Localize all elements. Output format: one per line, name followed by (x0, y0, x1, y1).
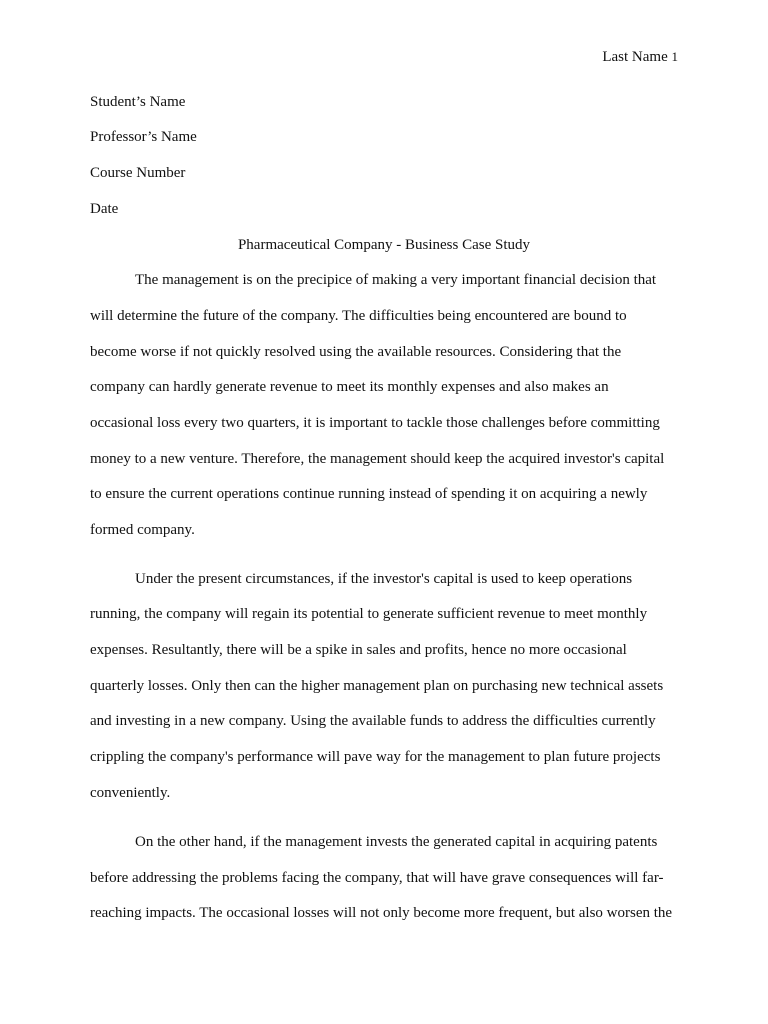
paragraph-line: Under the present circumstances, if the investor's capital is used to keep operations (135, 571, 633, 587)
paragraph-line: On the other hand, if the management invests the generated capital in acquiring patents (135, 834, 658, 850)
paragraph-line: company can hardly generate revenue to meet its monthly expenses and also makes an (90, 379, 609, 395)
professor-name: Professor’s Name (90, 129, 197, 145)
paragraph-line: and investing in a new company. Using the available funds to address the difficulties currently (90, 713, 656, 729)
paragraph-line: conveniently. (90, 785, 171, 801)
paragraph-line: to ensure the current operations continue running instead of spending it on acquiring a newly (90, 486, 648, 502)
paragraph-line: become worse if not quickly resolved using the available resources. Considering that the (90, 344, 622, 360)
paragraph-line: running, the company will regain its potential to generate sufficient revenue to meet monthly (90, 606, 648, 622)
paragraph-line: before addressing the problems facing the company, that will have grave consequences will far- (90, 870, 664, 886)
paragraph-line: will determine the future of the company. The difficulties being encountered are bound to (90, 308, 627, 324)
document-title: Pharmaceutical Company - Business Case Study (237, 237, 531, 253)
running-head-text: Last Name (602, 49, 668, 65)
student-name: Student’s Name (90, 94, 186, 110)
paragraph-line: expenses. Resultantly, there will be a spike in sales and profits, hence no more occasional (90, 642, 627, 658)
running-header (602, 47, 678, 67)
paragraph-line: The management is on the precipice of making a very important financial decision that (135, 272, 657, 288)
paragraph-line: occasional loss every two quarters, it is important to tackle those challenges before committing (90, 415, 660, 431)
paragraph-line: formed company. (90, 522, 195, 538)
paragraph-line: money to a new venture. Therefore, the management should keep the acquired investor's capital (90, 451, 665, 467)
date: Date (90, 201, 119, 217)
paragraph-line: reaching impacts. The occasional losses will not only become more frequent, but also worsen the (90, 905, 673, 921)
paragraph-line: quarterly losses. Only then can the higher management plan on purchasing new technical assets (90, 678, 664, 694)
page-number: 1 (671, 49, 678, 64)
paragraph-line: crippling the company's performance will pave way for the management to plan future projects (90, 749, 661, 765)
course-number: Course Number (90, 165, 186, 181)
